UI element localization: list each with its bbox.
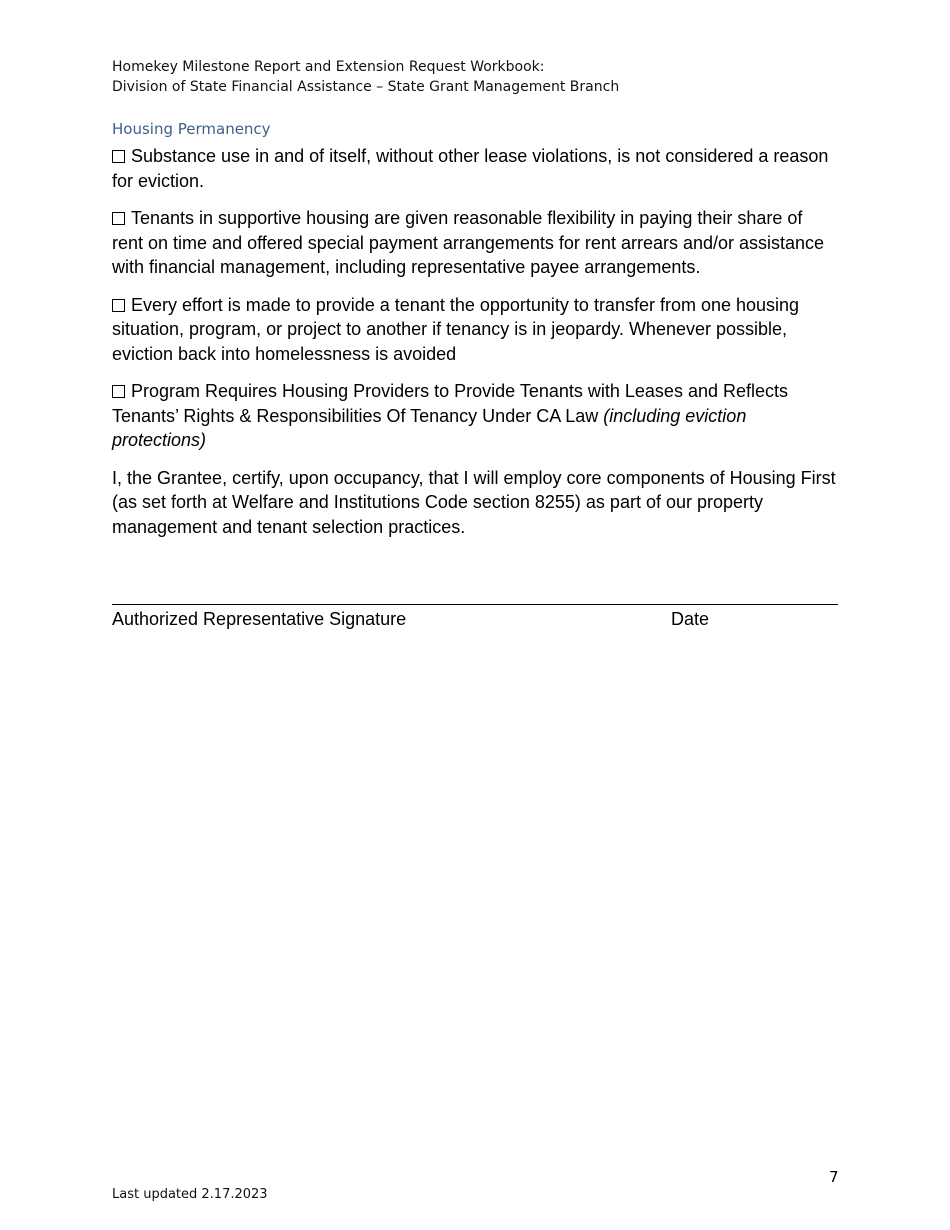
checklist-item-text: Program Requires Housing Providers to Provide Tenants with Leases and Reflects Tenants’ Rights & Responsibilities Of Tenancy Under CA Law [112,381,788,426]
checkbox[interactable] [112,299,125,312]
checklist-item [112,144,838,193]
header-line-2: Division of State Financial Assistance – State Grant Management Branch [112,79,620,95]
checklist-item-text: Every effort is made to provide a tenant the opportunity to transfer from one housing situation, program, or project to another if tenancy is in jeopardy. Whenever possible, eviction back into homelessness is avoided [112,294,800,364]
section-heading: Housing Permanency [112,120,271,138]
header-line-1: Homekey Milestone Report and Extension Request Workbook: [112,59,545,75]
checkbox[interactable] [112,385,125,398]
certification-statement: I, the Grantee, certify, upon occupancy, that I will employ core components of Housing First (as set forth at Welfare and Institutions Code section 8255) as part of our property management and tenant selection practices. [112,467,836,537]
checklist-item [112,379,838,453]
page-number: 7 [829,1168,839,1186]
signature-line[interactable] [112,604,838,605]
checklist-item-text: Tenants in supportive housing are given reasonable flexibility in paying their share of rent on time and offered special payment arrangements for rent arrears and/or assistance with financial management, including representative payee arrangements. [112,208,825,277]
checklist-item [112,293,838,367]
checklist-item [112,206,838,280]
checklist-item-italic-note: (including eviction protections) [112,405,747,450]
signature-label: Authorized Representative Signature [112,609,407,629]
checkbox[interactable] [112,150,125,163]
page-header [112,57,619,97]
document-body [112,144,838,552]
date-label: Date [671,609,710,629]
checkbox[interactable] [112,212,125,225]
last-updated: Last updated 2.17.2023 [112,1187,268,1202]
checklist-item-text: Substance use in and of itself, without other lease violations, is not considered a reason for eviction. [112,146,829,191]
